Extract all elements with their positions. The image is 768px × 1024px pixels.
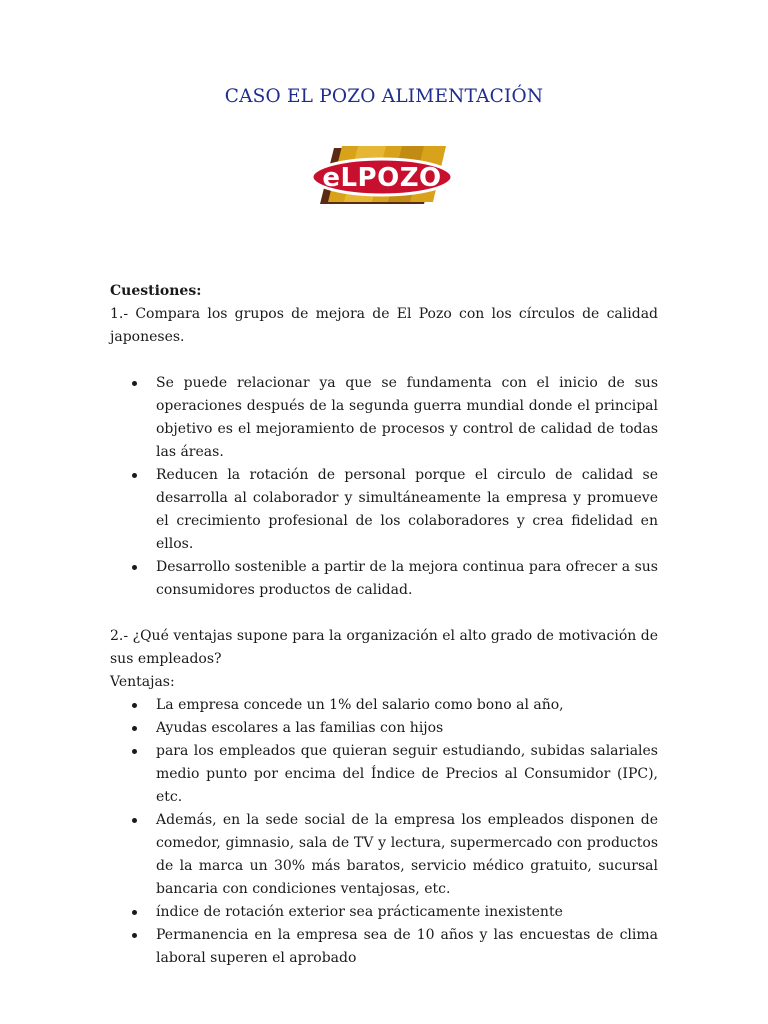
bullet-icon: [132, 703, 137, 708]
list-item: índice de rotación exterior sea prácticamente inexistente: [110, 901, 658, 924]
question-2-bullets: [110, 694, 658, 970]
document-body: [110, 280, 658, 970]
bullet-icon: [132, 473, 137, 478]
question-1: 1.- Compara los grupos de mejora de El Pozo con los círculos de calidad japoneses.: [110, 306, 658, 345]
svg-text:eLPOZO: eLPOZO: [322, 163, 442, 193]
elpozo-logo-image: [306, 142, 458, 208]
section-heading: Cuestiones:: [110, 283, 202, 299]
list-item: Además, en la sede social de la empresa los empleados disponen de comedor, gimnasio, sala de TV y lectura, supermercado con productos de la marca un 30% más baratos, servicio médico gratuito, sucursal bancaria con condiciones ventajosas, etc.: [110, 809, 658, 901]
page-title: CASO EL POZO ALIMENTACIÓN: [224, 86, 544, 107]
spacer: [110, 602, 658, 625]
bullet-icon: [132, 565, 137, 570]
list-item: La empresa concede un 1% del salario como bono al año,: [110, 694, 658, 717]
advantages-label: Ventajas:: [110, 674, 175, 690]
list-item: Desarrollo sostenible a partir de la mejora continua para ofrecer a sus consumidores productos de calidad.: [110, 556, 658, 602]
question-1-bullets: [110, 372, 658, 602]
bullet-icon: [132, 933, 137, 938]
list-item: para los empleados que quieran seguir estudiando, subidas salariales medio punto por encima del Índice de Precios al Consumidor (IPC), etc.: [110, 740, 658, 809]
list-item: Ayudas escolares a las familias con hijos: [110, 717, 658, 740]
bullet-icon: [132, 726, 137, 731]
list-item: Reducen la rotación de personal porque el circulo de calidad se desarrolla al colaborador y simultáneamente la empresa y promueve el crecimiento profesional de los colaboradores y crea fidelidad en ellos.: [110, 464, 658, 556]
question-2: 2.- ¿Qué ventajas supone para la organización el alto grado de motivación de sus empleados?: [110, 628, 658, 667]
bullet-icon: [132, 749, 137, 754]
bullet-icon: [132, 818, 137, 823]
elpozo-logo: [306, 142, 458, 208]
bullet-icon: [132, 910, 137, 915]
bullet-icon: [132, 381, 137, 386]
list-item: Permanencia en la empresa sea de 10 años y las encuestas de clima laboral superen el aprobado: [110, 924, 658, 970]
spacer: [110, 349, 658, 372]
list-item: Se puede relacionar ya que se fundamenta con el inicio de sus operaciones después de la segunda guerra mundial donde el principal objetivo es el mejoramiento de procesos y control de calidad de todas las áreas.: [110, 372, 658, 464]
